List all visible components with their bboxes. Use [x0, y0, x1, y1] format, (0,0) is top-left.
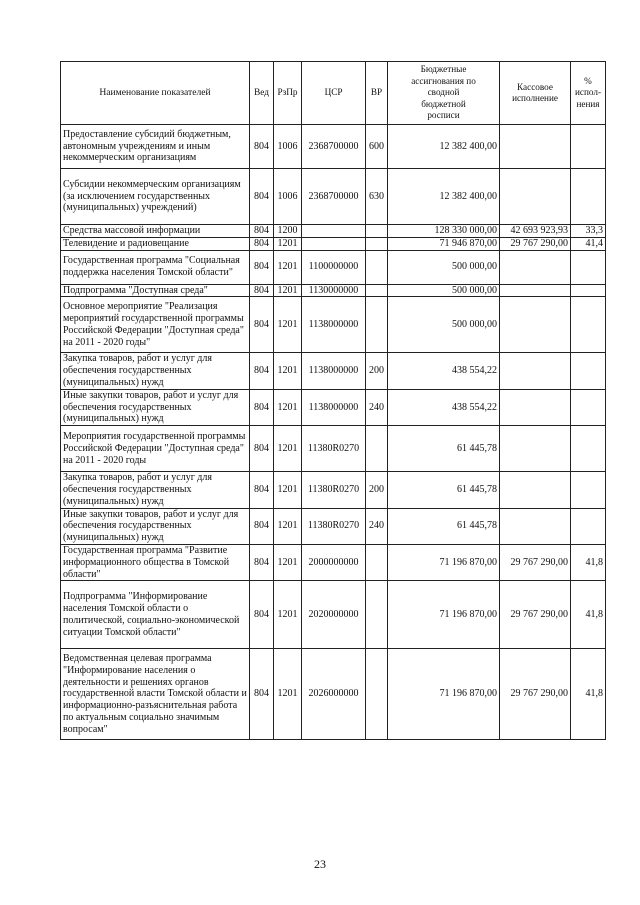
row-name: Подпрограмма "Доступная среда": [61, 284, 250, 297]
row-csr: 1138000000: [302, 389, 366, 425]
row-pct: 41,8: [571, 544, 606, 580]
row-name: Основное мероприятие "Реализация мероприятий государственной программы Российской Федерации "Доступная среда" на 2011 - 2020 годы": [61, 297, 250, 353]
table-row: [61, 250, 606, 284]
row-name: Закупка товаров, работ и услуг для обеспечения государственных (муниципальных) нужд: [61, 472, 250, 508]
row-csr: 2368700000: [302, 125, 366, 169]
table-row: [61, 353, 606, 389]
row-cash: 29 767 290,00: [500, 237, 571, 250]
row-cash: [500, 472, 571, 508]
header-cash: Кассовое исполнение: [500, 62, 571, 125]
header-csr: ЦСР: [302, 62, 366, 125]
row-ved: 804: [250, 225, 274, 238]
row-csr: 1138000000: [302, 297, 366, 353]
row-budget: 500 000,00: [388, 297, 500, 353]
table-row: [61, 225, 606, 238]
table-row: [61, 169, 606, 225]
row-rzpr: 1201: [274, 237, 302, 250]
row-vr: [366, 237, 388, 250]
row-vr: 630: [366, 169, 388, 225]
row-rzpr: 1201: [274, 353, 302, 389]
row-rzpr: 1201: [274, 508, 302, 544]
row-ved: 804: [250, 508, 274, 544]
row-rzpr: 1201: [274, 426, 302, 472]
table-row: [61, 237, 606, 250]
row-csr: 1100000000: [302, 250, 366, 284]
row-csr: 1138000000: [302, 353, 366, 389]
row-budget: 61 445,78: [388, 472, 500, 508]
row-name: Ведомственная целевая программа "Информирование населения о деятельности и решениях органов государственной власти Томской области и информационно-разъяснительная работа по актуальным социально значимым вопросам": [61, 649, 250, 740]
row-vr: [366, 649, 388, 740]
row-csr: [302, 225, 366, 238]
row-budget: 12 382 400,00: [388, 125, 500, 169]
row-pct: 41,8: [571, 649, 606, 740]
row-name: Телевидение и радиовещание: [61, 237, 250, 250]
row-name: Иные закупки товаров, работ и услуг для обеспечения государственных (муниципальных) нужд: [61, 508, 250, 544]
row-budget: 71 196 870,00: [388, 581, 500, 649]
table-body: [61, 125, 606, 740]
row-csr: 2026000000: [302, 649, 366, 740]
row-rzpr: 1201: [274, 581, 302, 649]
table-row: [61, 297, 606, 353]
row-cash: [500, 250, 571, 284]
row-pct: 41,4: [571, 237, 606, 250]
table-row: [61, 284, 606, 297]
row-budget: 61 445,78: [388, 426, 500, 472]
row-ved: 804: [250, 581, 274, 649]
row-cash: [500, 389, 571, 425]
table-row: [61, 544, 606, 580]
row-pct: [571, 250, 606, 284]
row-csr: 1130000000: [302, 284, 366, 297]
row-pct: [571, 284, 606, 297]
page-number: 23: [314, 857, 326, 871]
row-rzpr: 1201: [274, 389, 302, 425]
row-csr: 11380R0270: [302, 472, 366, 508]
row-cash: 29 767 290,00: [500, 544, 571, 580]
row-rzpr: 1006: [274, 125, 302, 169]
row-cash: [500, 353, 571, 389]
row-name: Государственная программа "Развитие информационного общества в Томской области": [61, 544, 250, 580]
row-budget: 71 196 870,00: [388, 649, 500, 740]
row-rzpr: 1201: [274, 250, 302, 284]
row-csr: [302, 237, 366, 250]
row-csr: 11380R0270: [302, 508, 366, 544]
row-pct: [571, 353, 606, 389]
row-name: Средства массовой информации: [61, 225, 250, 238]
row-name: Закупка товаров, работ и услуг для обеспечения государственных (муниципальных) нужд: [61, 353, 250, 389]
row-cash: 42 693 923,93: [500, 225, 571, 238]
row-name: Мероприятия государственной программы Российской Федерации "Доступная среда" на 2011 - 2020 годы: [61, 426, 250, 472]
row-vr: 240: [366, 389, 388, 425]
table-row: [61, 472, 606, 508]
header-name: Наименование показателей: [61, 62, 250, 125]
row-ved: 804: [250, 237, 274, 250]
row-ved: 804: [250, 649, 274, 740]
row-ved: 804: [250, 297, 274, 353]
row-ved: 804: [250, 284, 274, 297]
row-budget: 500 000,00: [388, 284, 500, 297]
row-rzpr: 1201: [274, 472, 302, 508]
row-csr: 2368700000: [302, 169, 366, 225]
row-cash: 29 767 290,00: [500, 581, 571, 649]
row-budget: 500 000,00: [388, 250, 500, 284]
row-pct: [571, 389, 606, 425]
row-name: Государственная программа "Социальная поддержка населения Томской области": [61, 250, 250, 284]
row-cash: [500, 125, 571, 169]
row-vr: 200: [366, 353, 388, 389]
row-vr: [366, 250, 388, 284]
row-pct: [571, 169, 606, 225]
row-budget: 438 554,22: [388, 353, 500, 389]
header-pct: % испол-нения: [571, 62, 606, 125]
row-budget: 438 554,22: [388, 389, 500, 425]
row-vr: 240: [366, 508, 388, 544]
row-vr: [366, 225, 388, 238]
row-cash: [500, 426, 571, 472]
row-vr: [366, 297, 388, 353]
row-pct: 33,3: [571, 225, 606, 238]
row-vr: [366, 284, 388, 297]
row-csr: 2020000000: [302, 581, 366, 649]
row-rzpr: 1201: [274, 284, 302, 297]
row-vr: [366, 544, 388, 580]
table-row: [61, 426, 606, 472]
row-pct: [571, 508, 606, 544]
table-row: [61, 649, 606, 740]
row-budget: 71 946 870,00: [388, 237, 500, 250]
table-row: [61, 508, 606, 544]
row-cash: [500, 508, 571, 544]
row-cash: [500, 297, 571, 353]
row-pct: [571, 125, 606, 169]
row-pct: [571, 472, 606, 508]
row-pct: [571, 426, 606, 472]
row-budget: 128 330 000,00: [388, 225, 500, 238]
row-name: Иные закупки товаров, работ и услуг для обеспечения государственных (муниципальных) нужд: [61, 389, 250, 425]
row-name: Предоставление субсидий бюджетным, автономным учреждениям и иным некоммерческим организациям: [61, 125, 250, 169]
row-name: Подпрограмма "Информирование населения Томской области о политической, социально-экономической ситуации Томской области": [61, 581, 250, 649]
table-row: [61, 581, 606, 649]
row-cash: 29 767 290,00: [500, 649, 571, 740]
row-pct: [571, 297, 606, 353]
row-cash: [500, 284, 571, 297]
row-vr: 600: [366, 125, 388, 169]
table-row: [61, 125, 606, 169]
row-vr: [366, 426, 388, 472]
table-row: [61, 389, 606, 425]
header-rzpr: РзПр: [274, 62, 302, 125]
row-rzpr: 1006: [274, 169, 302, 225]
row-budget: 61 445,78: [388, 508, 500, 544]
table-header-row: [61, 62, 606, 125]
header-vr: ВР: [366, 62, 388, 125]
row-rzpr: 1200: [274, 225, 302, 238]
row-csr: 11380R0270: [302, 426, 366, 472]
row-ved: 804: [250, 250, 274, 284]
header-ved: Вед: [250, 62, 274, 125]
budget-execution-table: [60, 61, 606, 740]
row-pct: 41,8: [571, 581, 606, 649]
row-name: Субсидии некоммерческим организациям (за исключением государственных (муниципальных) учреждений): [61, 169, 250, 225]
row-ved: 804: [250, 353, 274, 389]
row-ved: 804: [250, 169, 274, 225]
header-budget: Бюджетные ассигнования по сводной бюджетной росписи: [388, 62, 500, 125]
row-ved: 804: [250, 125, 274, 169]
row-ved: 804: [250, 426, 274, 472]
row-rzpr: 1201: [274, 297, 302, 353]
row-csr: 2000000000: [302, 544, 366, 580]
row-vr: [366, 581, 388, 649]
row-budget: 12 382 400,00: [388, 169, 500, 225]
row-rzpr: 1201: [274, 544, 302, 580]
row-ved: 804: [250, 389, 274, 425]
row-budget: 71 196 870,00: [388, 544, 500, 580]
row-ved: 804: [250, 472, 274, 508]
row-rzpr: 1201: [274, 649, 302, 740]
row-ved: 804: [250, 544, 274, 580]
row-vr: 200: [366, 472, 388, 508]
row-cash: [500, 169, 571, 225]
